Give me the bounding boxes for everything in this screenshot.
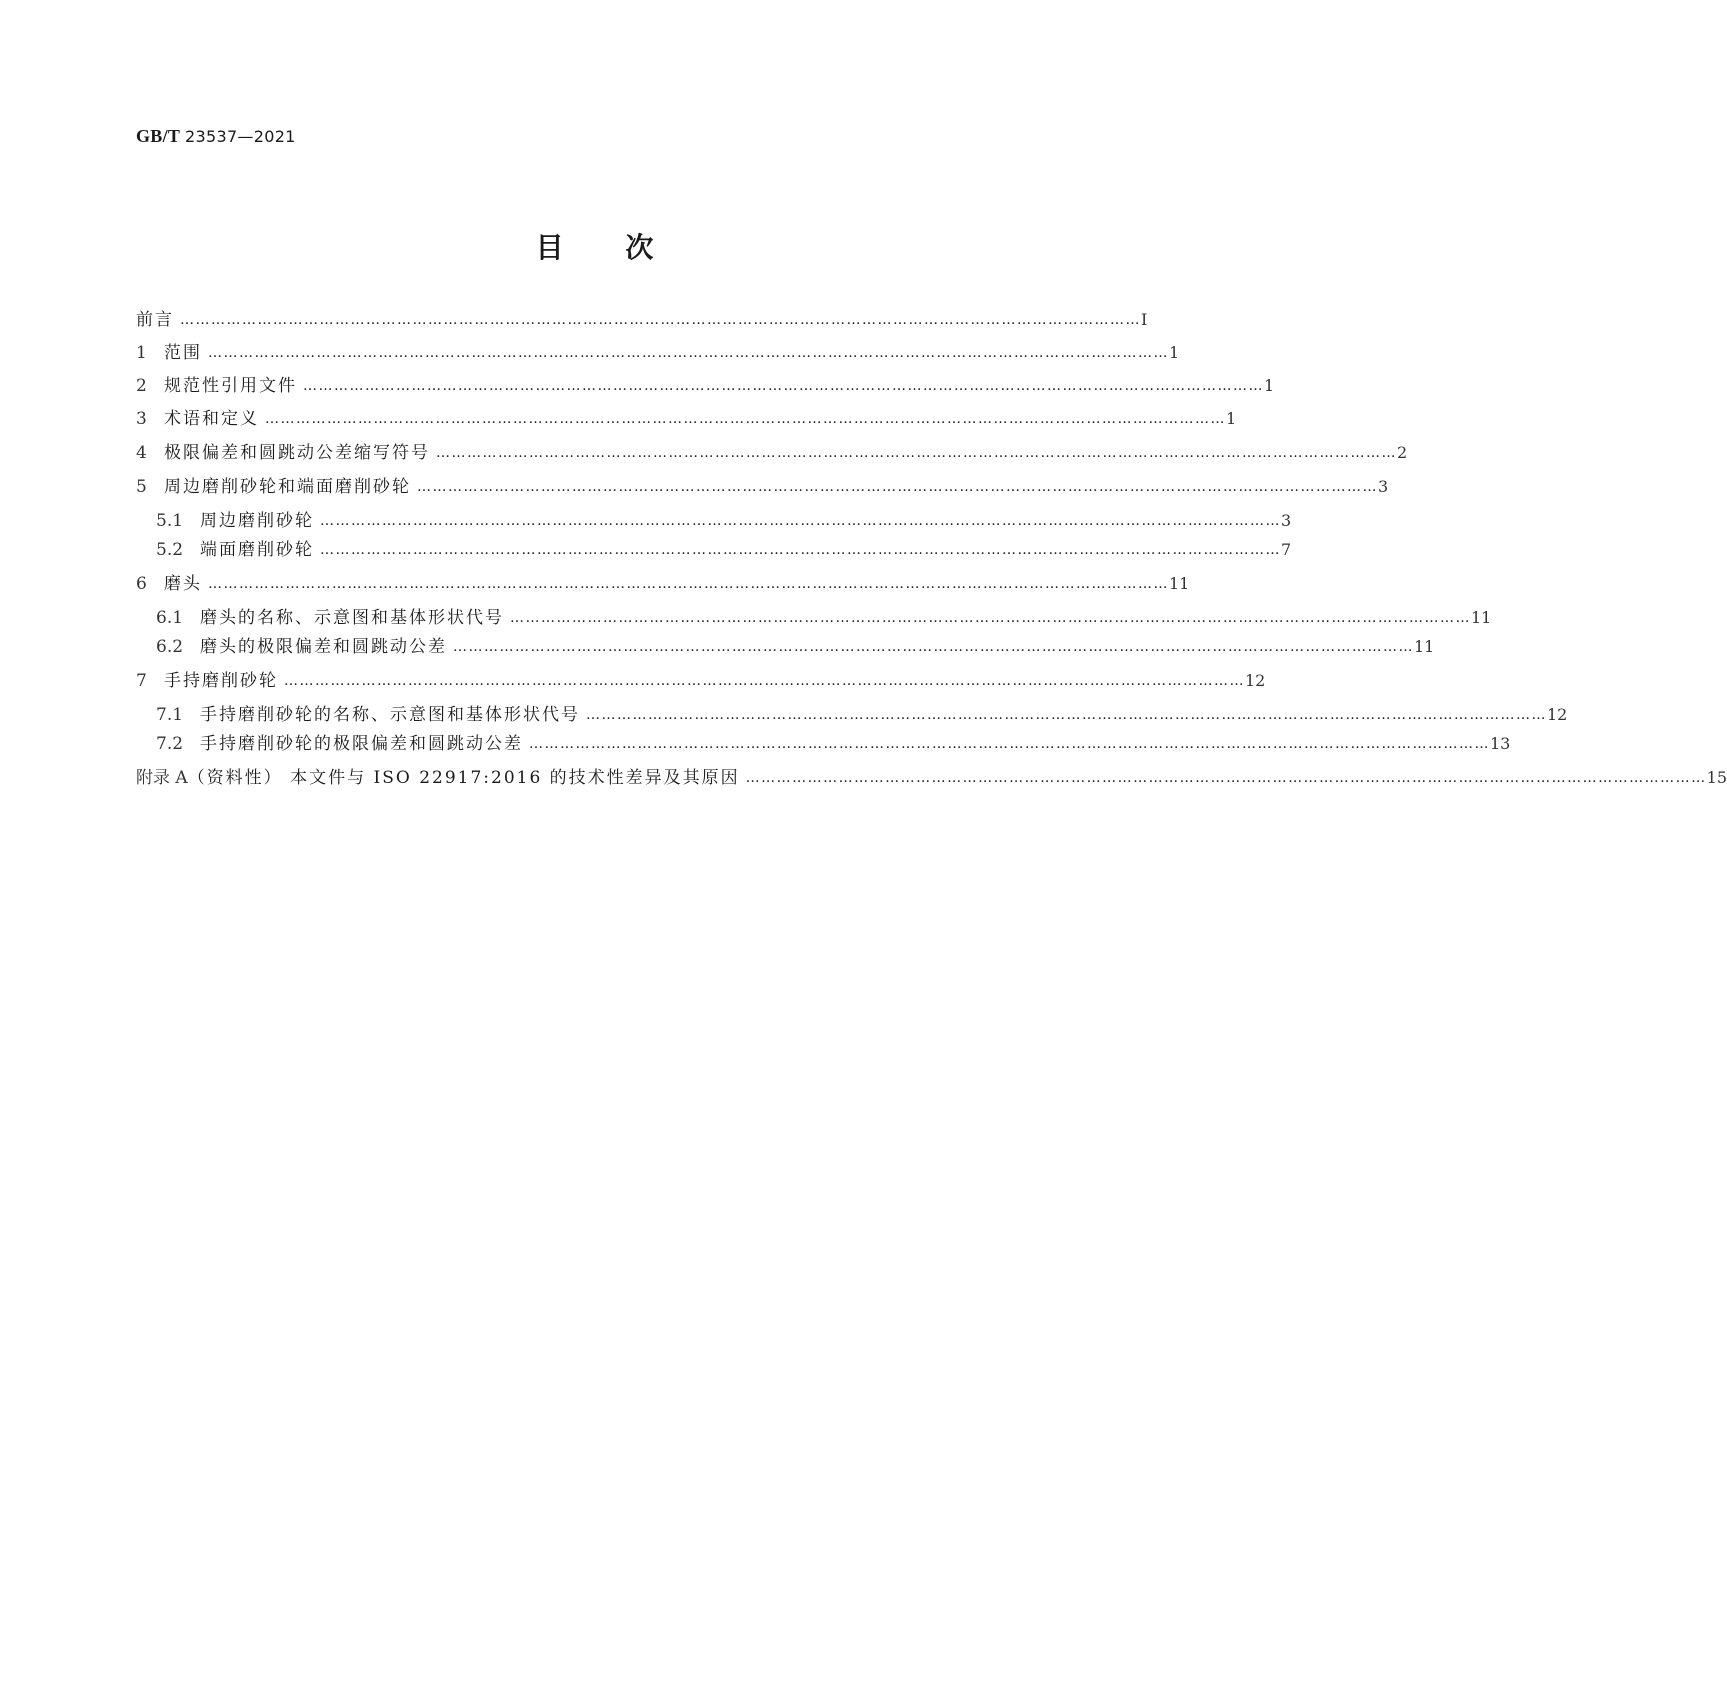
toc-entry-number: 5.1 — [156, 511, 184, 531]
toc-entry-page: 3 — [1281, 511, 1292, 530]
toc-entry-page: 11 — [1414, 637, 1435, 656]
toc-leader-dots: …………………………………………………………………………………………………………………………………………………………………… — [284, 673, 1245, 689]
toc-entry-number: 5 — [136, 477, 147, 497]
toc-entry-label: （资料性） 本文件与 ISO 22917:2016 的技术性差异及其原因 — [187, 768, 740, 788]
toc-entry[interactable] — [136, 441, 1408, 465]
toc-entry-page: 1 — [1264, 376, 1275, 395]
standard-number: 23537—2021 — [185, 127, 296, 146]
toc-entry-page: 1 — [1226, 409, 1237, 428]
toc-entry-label: 极限偏差和圆跳动公差缩写符号 — [164, 443, 430, 463]
toc-entry-label: 手持磨削砂轮的极限偏差和圆跳动公差 — [200, 734, 523, 754]
toc-entry-page: 7 — [1281, 540, 1292, 559]
toc-leader-dots: …………………………………………………………………………………………………………………………………………………………………… — [529, 736, 1490, 752]
toc-entry[interactable] — [136, 475, 1389, 499]
toc-entry-page: 2 — [1397, 443, 1408, 462]
toc-entry[interactable] — [136, 766, 1727, 790]
toc-leader-dots: …………………………………………………………………………………………………………………………………………………………………… — [180, 312, 1141, 328]
toc-leader-dots: …………………………………………………………………………………………………………………………………………………………………… — [303, 378, 1264, 394]
toc-entry-number: 6 — [136, 574, 147, 594]
toc-entry-number: 6.2 — [156, 637, 184, 657]
toc-entry-label: 磨头的名称、示意图和基体形状代号 — [200, 608, 504, 628]
toc-leader-dots: …………………………………………………………………………………………………………………………………………………………………… — [208, 345, 1169, 361]
toc-entry-number: 7.2 — [156, 734, 184, 754]
toc-entry[interactable] — [136, 509, 1292, 533]
toc-entry-label: 端面磨削砂轮 — [200, 540, 314, 560]
toc-entry-page: 3 — [1378, 477, 1389, 496]
toc-entry-number: 7.1 — [156, 705, 184, 725]
standard-prefix: GB/T — [136, 126, 181, 146]
toc-leader-dots: …………………………………………………………………………………………………………………………………………………………………… — [320, 542, 1281, 558]
toc-entry-page: 11 — [1471, 608, 1492, 627]
toc-entry-label: 周边磨削砂轮和端面磨削砂轮 — [164, 477, 411, 497]
toc-entry-label: 前言 — [136, 310, 174, 330]
toc-entry-label: 磨头 — [164, 574, 202, 594]
toc-entry-page: 13 — [1490, 734, 1511, 753]
toc-entry[interactable] — [136, 606, 1492, 630]
toc-entry-number: 4 — [136, 443, 147, 463]
standard-code — [136, 126, 296, 147]
toc-entry[interactable] — [136, 635, 1435, 659]
toc-entry-page: Ⅰ — [1141, 310, 1148, 329]
toc-entry[interactable] — [136, 407, 1237, 431]
toc-entry-number: 2 — [136, 376, 147, 396]
toc-leader-dots: …………………………………………………………………………………………………………………………………………………………………… — [586, 707, 1547, 723]
toc-entry-number: 附录 A — [136, 768, 188, 788]
toc-entry-label: 范围 — [164, 343, 202, 363]
toc-leader-dots: …………………………………………………………………………………………………………………………………………………………………… — [745, 770, 1707, 786]
toc-leader-dots: …………………………………………………………………………………………………………………………………………………………………… — [436, 445, 1397, 461]
toc-entry[interactable] — [136, 374, 1275, 398]
toc-entry-label: 术语和定义 — [164, 409, 259, 429]
toc-entry-page: 11 — [1169, 574, 1190, 593]
toc-entry-number: 5.2 — [156, 540, 184, 560]
toc-entry-number: 3 — [136, 409, 147, 429]
toc-entry[interactable] — [136, 669, 1266, 693]
toc-leader-dots: …………………………………………………………………………………………………………………………………………………………………… — [208, 576, 1169, 592]
toc-leader-dots: …………………………………………………………………………………………………………………………………………………………………… — [510, 610, 1471, 626]
toc-entry-page: 15 — [1706, 768, 1727, 787]
toc-entry-page: 1 — [1169, 343, 1180, 362]
toc-entry[interactable] — [136, 572, 1190, 596]
toc-entry[interactable] — [136, 538, 1292, 562]
toc-entry-label: 手持磨削砂轮 — [164, 671, 278, 691]
toc-entry-label: 规范性引用文件 — [164, 376, 297, 396]
toc-entry-label: 磨头的极限偏差和圆跳动公差 — [200, 637, 447, 657]
toc-leader-dots: …………………………………………………………………………………………………………………………………………………………………… — [417, 479, 1378, 495]
toc-entry[interactable] — [136, 341, 1180, 365]
toc-entry[interactable] — [136, 703, 1568, 727]
toc-entry[interactable] — [136, 308, 1148, 332]
toc-leader-dots: …………………………………………………………………………………………………………………………………………………………………… — [320, 513, 1281, 529]
toc-leader-dots: …………………………………………………………………………………………………………………………………………………………………… — [453, 639, 1414, 655]
toc-entry-page: 12 — [1245, 671, 1266, 690]
page-title: 目 次 — [535, 231, 656, 264]
toc-leader-dots: …………………………………………………………………………………………………………………………………………………………………… — [265, 411, 1226, 427]
toc-entry[interactable] — [136, 732, 1511, 756]
toc-entry-page: 12 — [1547, 705, 1568, 724]
toc-entry-number: 6.1 — [156, 608, 184, 628]
toc-entry-label: 手持磨削砂轮的名称、示意图和基体形状代号 — [200, 705, 580, 725]
toc-entry-number: 1 — [136, 343, 147, 363]
toc-entry-label: 周边磨削砂轮 — [200, 511, 314, 531]
toc-entry-number: 7 — [136, 671, 147, 691]
